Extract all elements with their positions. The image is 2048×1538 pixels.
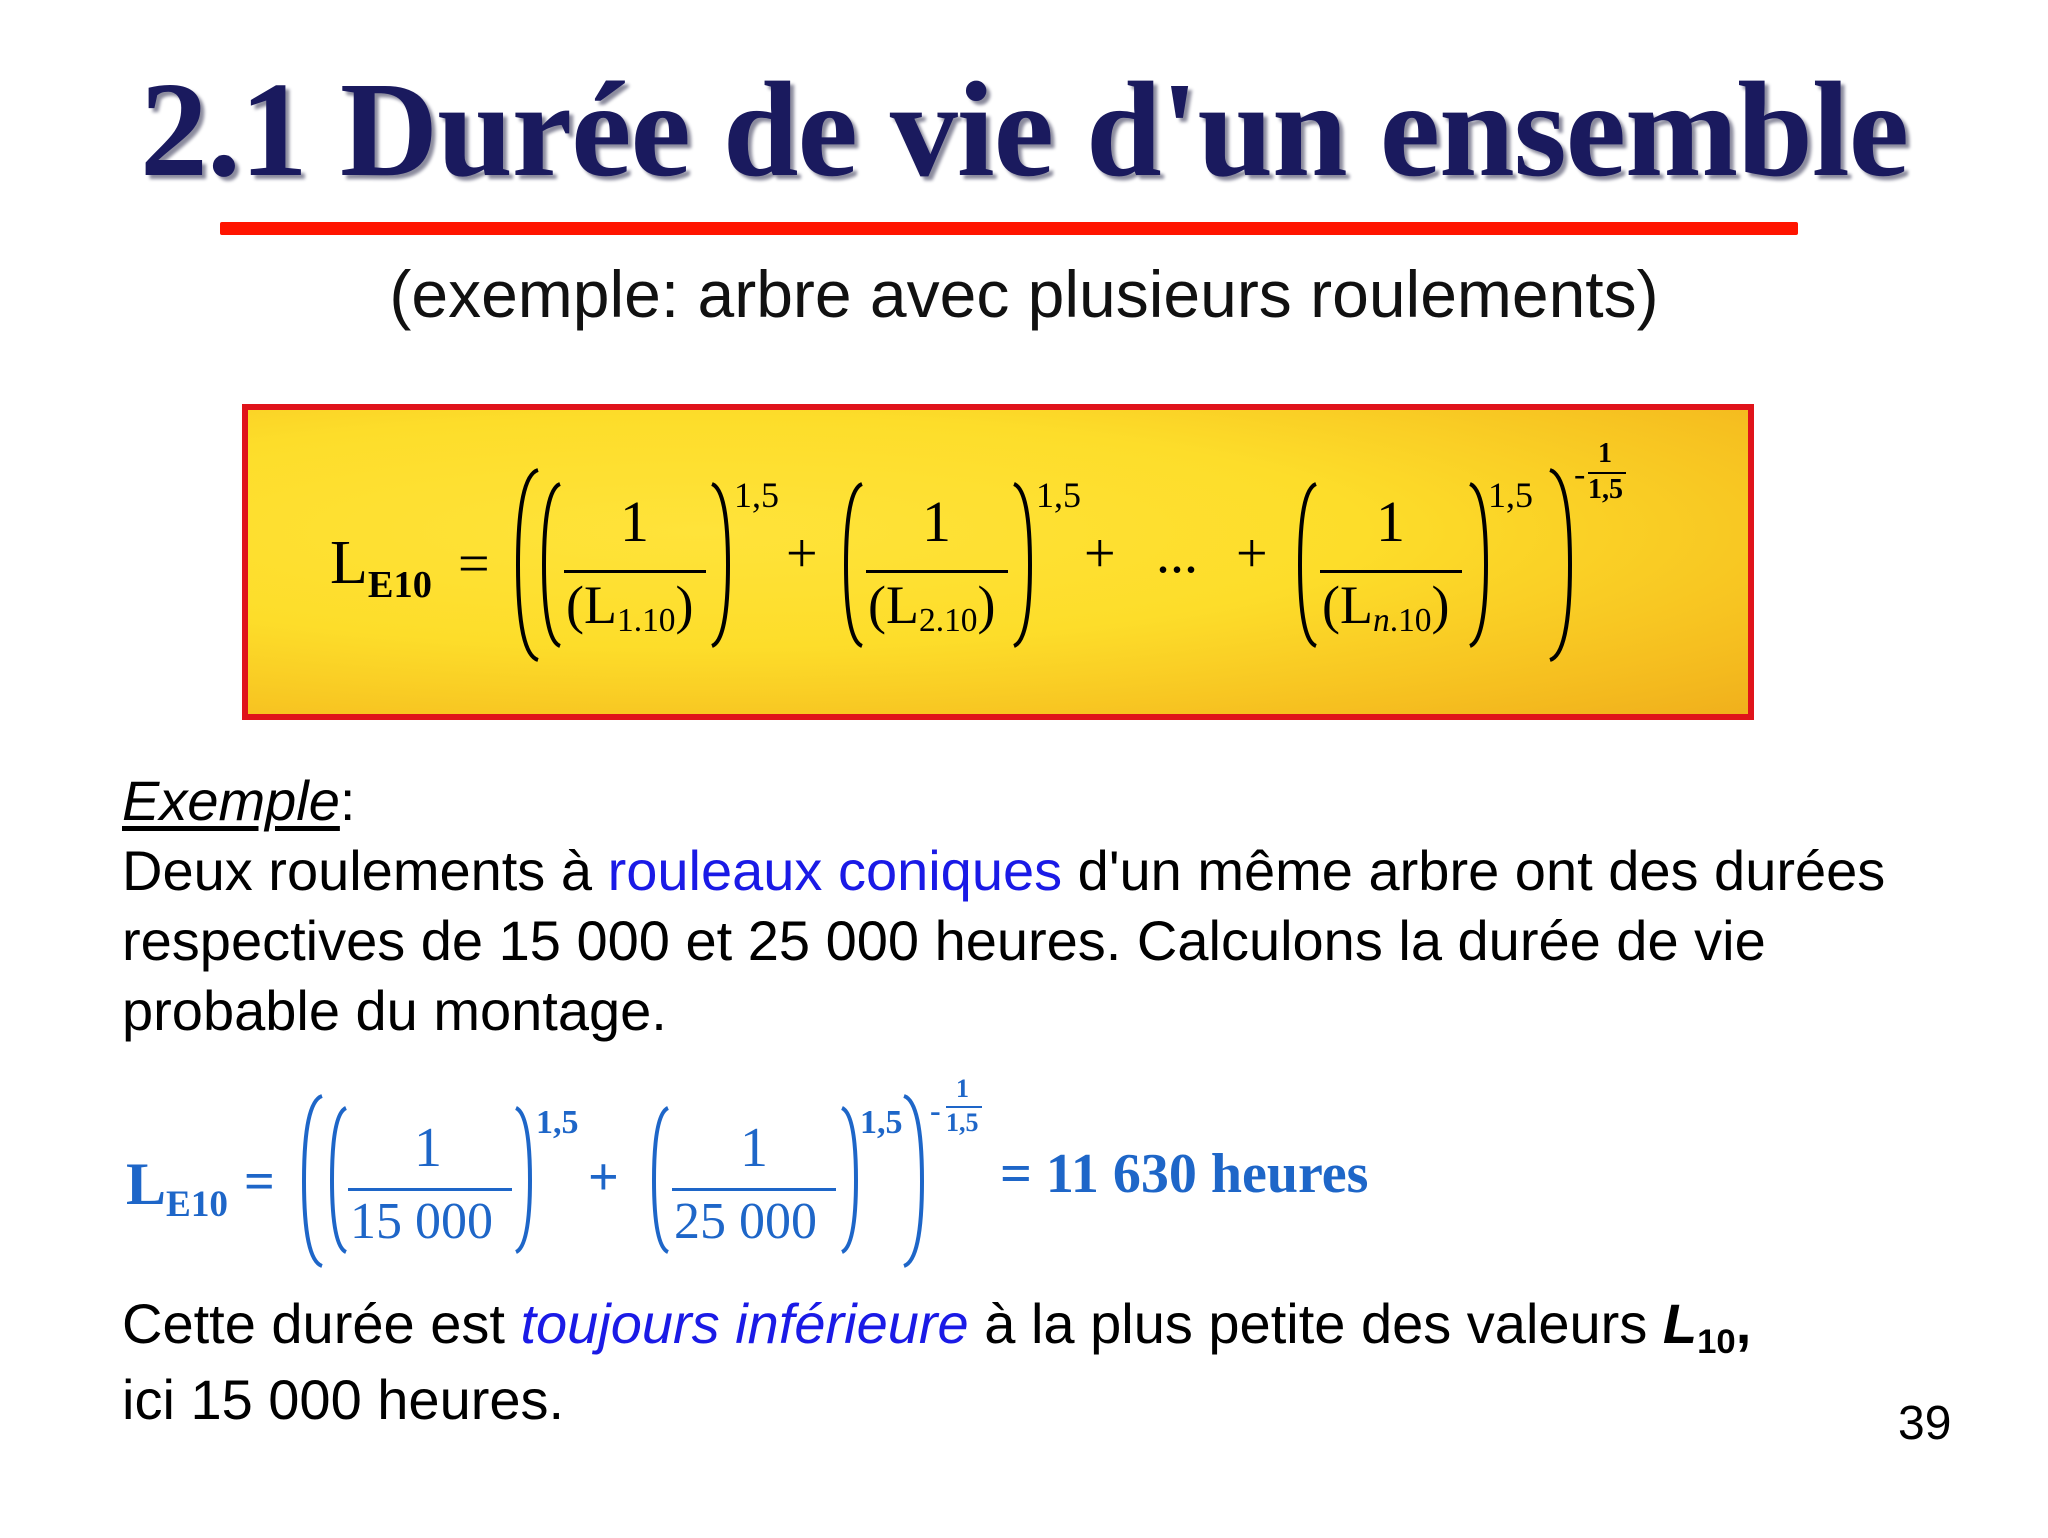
ex-term1-denominator: 15 000: [350, 1193, 493, 1250]
term1-den-close: ): [675, 575, 694, 635]
example-label: [122, 768, 355, 833]
lhs-sub: E10: [367, 564, 432, 606]
termn-numerator: 1: [1376, 489, 1405, 554]
ex-term2-numerator: 1: [740, 1117, 768, 1179]
general-formula-box: [242, 404, 1754, 720]
termn-den-sub-rest: .10: [1389, 602, 1432, 639]
slide-title: 2.1 Durée de vie d'un ensemble: [139, 55, 1909, 205]
term1-fraction-bar: [564, 570, 706, 573]
ex-term2-paren-right: [838, 1104, 862, 1256]
tapered-rollers-link[interactable]: rouleaux coniques: [607, 839, 1063, 902]
ex-term1-fraction-bar: [348, 1188, 512, 1191]
example-paragraph: [122, 836, 1942, 1046]
ex-term2-fraction-bar: [672, 1188, 836, 1191]
term2-den-main: (L: [868, 575, 919, 635]
title-underline-rule: [220, 222, 1798, 235]
conclusion-text-before: Cette durée est: [122, 1292, 521, 1355]
outer-exp-sign: -: [1574, 456, 1586, 493]
outer-bracket-right: [1546, 466, 1576, 664]
termn-den-main: (L: [1322, 575, 1373, 635]
ex-term1-exponent: 1,5: [536, 1104, 579, 1141]
term2-numerator: 1: [922, 489, 951, 554]
ex-lhs-sub: E10: [166, 1184, 229, 1225]
outer-exp-den: 1,5: [1588, 474, 1623, 505]
ex-outer-bracket-left: [298, 1092, 326, 1270]
ex-outer-exp-den: 1,5: [946, 1108, 979, 1137]
term1-denominator: [566, 574, 694, 639]
term1-den-main: (L: [566, 575, 617, 635]
termn-fraction-bar: [1320, 570, 1462, 573]
termn-den-close: ): [1431, 575, 1450, 635]
ex-equals: =: [244, 1151, 275, 1211]
conclusion-line1: [122, 1290, 1942, 1366]
term1-exponent: 1,5: [734, 475, 779, 515]
ex-term1-numerator: 1: [414, 1117, 442, 1179]
plus-3: +: [1236, 523, 1268, 585]
ex-outer-exp-num: 1: [956, 1074, 969, 1103]
slide-subtitle: (exemple: arbre avec plusieurs roulements): [389, 257, 1659, 331]
ex-plus: +: [588, 1147, 619, 1207]
ex-outer-exp-sign: -: [930, 1092, 941, 1128]
conclusion-text-after: ,: [1735, 1292, 1752, 1355]
ellipsis: ...: [1156, 523, 1198, 585]
l10-symbol-main: L: [1662, 1292, 1698, 1355]
page-number: 39: [1898, 1397, 1952, 1450]
outer-exp-num: 1: [1598, 438, 1612, 469]
emphasis-always-lower: toujours inférieure: [520, 1292, 969, 1355]
l10-symbol-sub: 10: [1697, 1323, 1736, 1361]
termn-exponent: 1,5: [1488, 475, 1533, 515]
formula-lhs: [330, 528, 432, 606]
example-text-before: Deux roulements à: [122, 839, 608, 902]
plus-1: +: [786, 523, 818, 585]
ex-term1-paren-right: [512, 1104, 536, 1256]
term2-denominator: [868, 574, 996, 639]
ex-outer-bracket-right: [900, 1092, 928, 1270]
ex-result: = 11 630 heures: [1000, 1143, 1369, 1205]
lhs-main: L: [330, 529, 368, 597]
termn-denominator: [1322, 574, 1450, 639]
ex-term2-exponent: 1,5: [860, 1104, 903, 1141]
term2-paren-right: [1010, 480, 1036, 650]
term2-den-close: ): [977, 575, 996, 635]
term1-den-sub: 1.10: [616, 602, 676, 639]
termn-paren-left: [1294, 480, 1320, 650]
plus-2: +: [1084, 523, 1116, 585]
conclusion-paragraph: [122, 1290, 1942, 1434]
ex-term1-paren-left: [326, 1104, 350, 1256]
ex-term2-denominator: 25 000: [674, 1193, 817, 1250]
example-label-text: Exemple: [122, 769, 340, 832]
ex-term2-paren-left: [648, 1104, 672, 1256]
termn-den-sub: [1373, 602, 1432, 639]
term1-paren-left: [538, 480, 564, 650]
formula-equals: =: [458, 533, 490, 595]
termn-den-sub-italic: n: [1372, 602, 1390, 639]
ex-lhs-main: L: [126, 1151, 167, 1217]
term2-den-sub: 2.10: [918, 602, 978, 639]
l10-symbol: [1662, 1292, 1736, 1361]
term2-exponent: 1,5: [1036, 475, 1081, 515]
term2-paren-left: [840, 480, 866, 650]
term2-fraction-bar: [866, 570, 1008, 573]
example-label-colon: :: [339, 769, 356, 832]
conclusion-line2: ici 15 000 heures.: [122, 1368, 565, 1431]
term1-numerator: 1: [620, 489, 649, 554]
term1-paren-right: [708, 480, 734, 650]
example-text-after: d'un même arbre ont des durées respectives de 15 000 et 25 000 heures. Calculons la durée de vie probable du montage.: [122, 839, 1886, 1042]
conclusion-text-middle: à la plus petite des valeurs: [968, 1292, 1663, 1355]
ex-lhs: [126, 1150, 229, 1225]
